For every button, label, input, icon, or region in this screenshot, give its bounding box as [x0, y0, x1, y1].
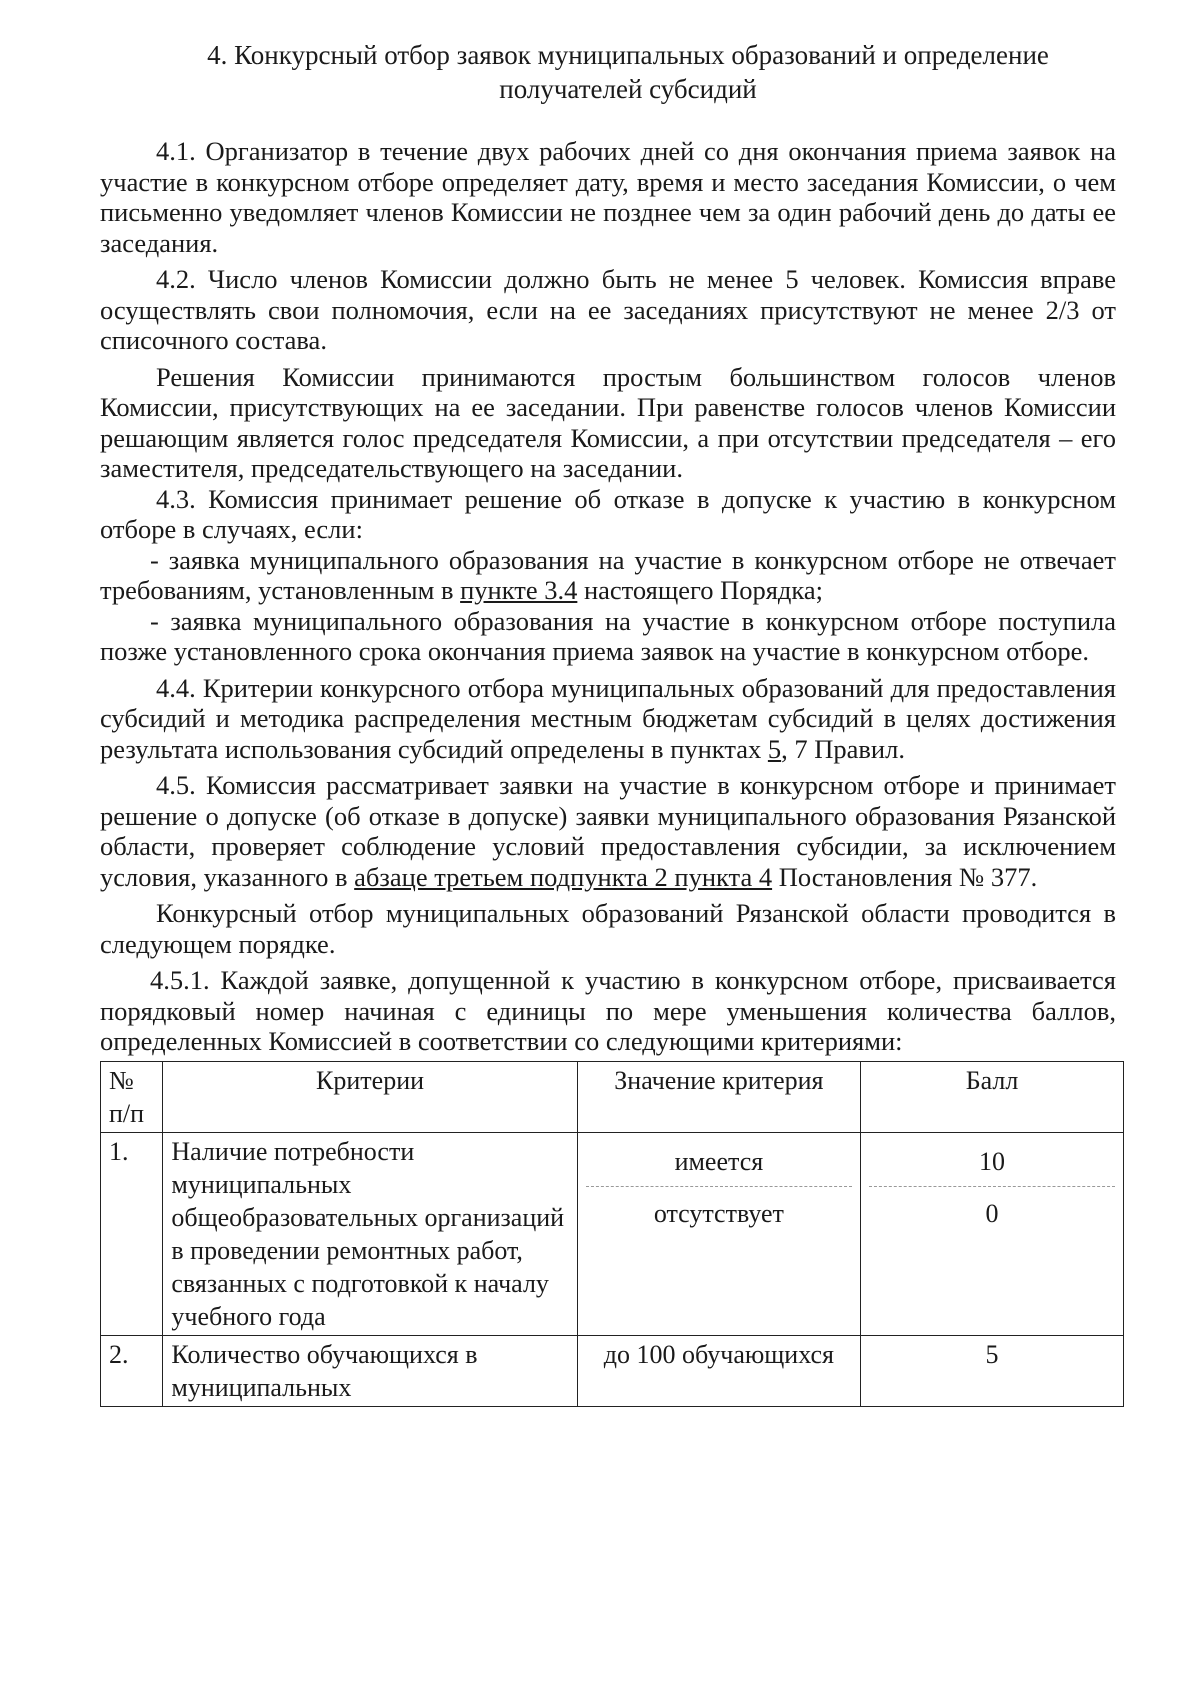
row-2-criteria-line-2: муниципальных: [171, 1372, 352, 1402]
table-header-row: [101, 1061, 1124, 1132]
paragraph-4-3: 4.3. Комиссия принимает решение об отказе в допуске к участию в конкурсном отборе в случаях, если:: [100, 483, 1116, 544]
paragraph-order: Конкурсный отбор муниципальных образований Рязанской области проводится в следующем порядке.: [100, 898, 1116, 959]
paragraph-4-2: 4.2. Число членов Комиссии должно быть не менее 5 человек. Комиссия вправе осуществлять свои полномочия, если на ее заседаниях присутствуют не менее 2/3 от списочного состава.: [100, 264, 1116, 355]
p-4-5-text-end: Постановления № 377.: [772, 861, 1038, 892]
criteria-table: [100, 1061, 1124, 1407]
row-2-criteria-line-1: [171, 1338, 568, 1371]
row-1-values: [577, 1132, 860, 1335]
table-row: [101, 1335, 1124, 1406]
section-title: [100, 38, 1116, 106]
row-1-number: 1.: [101, 1132, 163, 1335]
table-row: [101, 1132, 1124, 1335]
link-point-5[interactable]: 5: [767, 733, 782, 764]
row-2-score-1: 5: [861, 1335, 1124, 1406]
p-4-5-text-start: 4.5. Комиссия рассматривает заявки на участие в конкурсном отборе и принимает решение о допуске (об отказе в допуске) заявки муниципального образования Рязанской области, проверяет соблюдение условий предоставления субсидии, за исключением условия, указанного в: [100, 770, 1116, 892]
section-title-line-2: получателей субсидий: [499, 74, 757, 104]
item-a-text-end: настоящего Порядка;: [577, 575, 823, 605]
header-number: № п/п: [101, 1061, 163, 1132]
row-1-value-2: отсутствует: [586, 1186, 852, 1238]
paragraph-4-1: 4.1. Организатор в течение двух рабочих дней со дня окончания приема заявок на участие в конкурсном отборе определяет дату, время и место заседания Комиссии, о чем письменно уведомляет членов Комиссии не позднее чем за один рабочий день до даты ее заседания.: [100, 136, 1116, 258]
row-1-scores: [861, 1132, 1124, 1335]
link-resolution-377[interactable]: абзаце третьем подпункта 2 пункта 4: [354, 861, 773, 892]
paragraph-4-5: [100, 770, 1116, 892]
header-value: Значение критерия: [577, 1061, 860, 1132]
item-a-text-start: - заявка муниципального образования на участие в конкурсном отборе не отвечает требованиям, установленным в: [100, 544, 1116, 605]
row-2-criteria: [163, 1335, 577, 1406]
paragraph-4-5-1: 4.5.1. Каждой заявке, допущенной к участию в конкурсном отборе, присваивается порядковый номер начиная с единицы по мере уменьшения количества баллов, определенных Комиссией в соответствии со следующими критериями:: [100, 965, 1116, 1056]
section-title-line-1: 4. Конкурсный отбор заявок муниципальных образований и определение: [207, 40, 1049, 70]
link-point-3-4[interactable]: пункте 3.4: [460, 575, 578, 605]
paragraph-4-3-item-a: [100, 545, 1116, 606]
header-criteria: Критерии: [163, 1061, 577, 1132]
p-4-4-text-end: , 7 Правил.: [781, 733, 905, 764]
paragraph-4-3-item-b: - заявка муниципального образования на участие в конкурсном отборе поступила позже установленного срока окончания приема заявок на участие в конкурсном отборе.: [100, 605, 1116, 666]
row-2-criteria-text-a: Количество обучающихся в: [171, 1339, 478, 1369]
paragraph-decisions: Решения Комиссии принимаются простым большинством голосов членов Комиссии, присутствующих на ее заседании. При равенстве голосов членов Комиссии решающим является голос председателя Комиссии, а при отсутствии председателя – его заместителя, председательствующего на заседании.: [100, 361, 1116, 483]
header-score: Балл: [861, 1061, 1124, 1132]
row-1-score-2: 0: [869, 1186, 1115, 1238]
row-2-value-1: до 100 обучающихся: [577, 1335, 860, 1406]
p-4-4-text-start: 4.4. Критерии конкурсного отбора муниципальных образований для предоставления субсидий и методика распределения местным бюджетам субсидий в целях достижения результата использования субсидий определены в пунктах: [100, 672, 1116, 764]
row-2-number: 2.: [101, 1335, 163, 1406]
row-1-criteria: Наличие потребности муниципальных общеобразовательных организаций в проведении ремонтных работ, связанных с подготовкой к началу учебного года: [163, 1132, 577, 1335]
row-1-value-1: имеется: [674, 1146, 764, 1176]
paragraph-4-4: [100, 673, 1116, 765]
row-1-score-1: 10: [979, 1146, 1006, 1176]
